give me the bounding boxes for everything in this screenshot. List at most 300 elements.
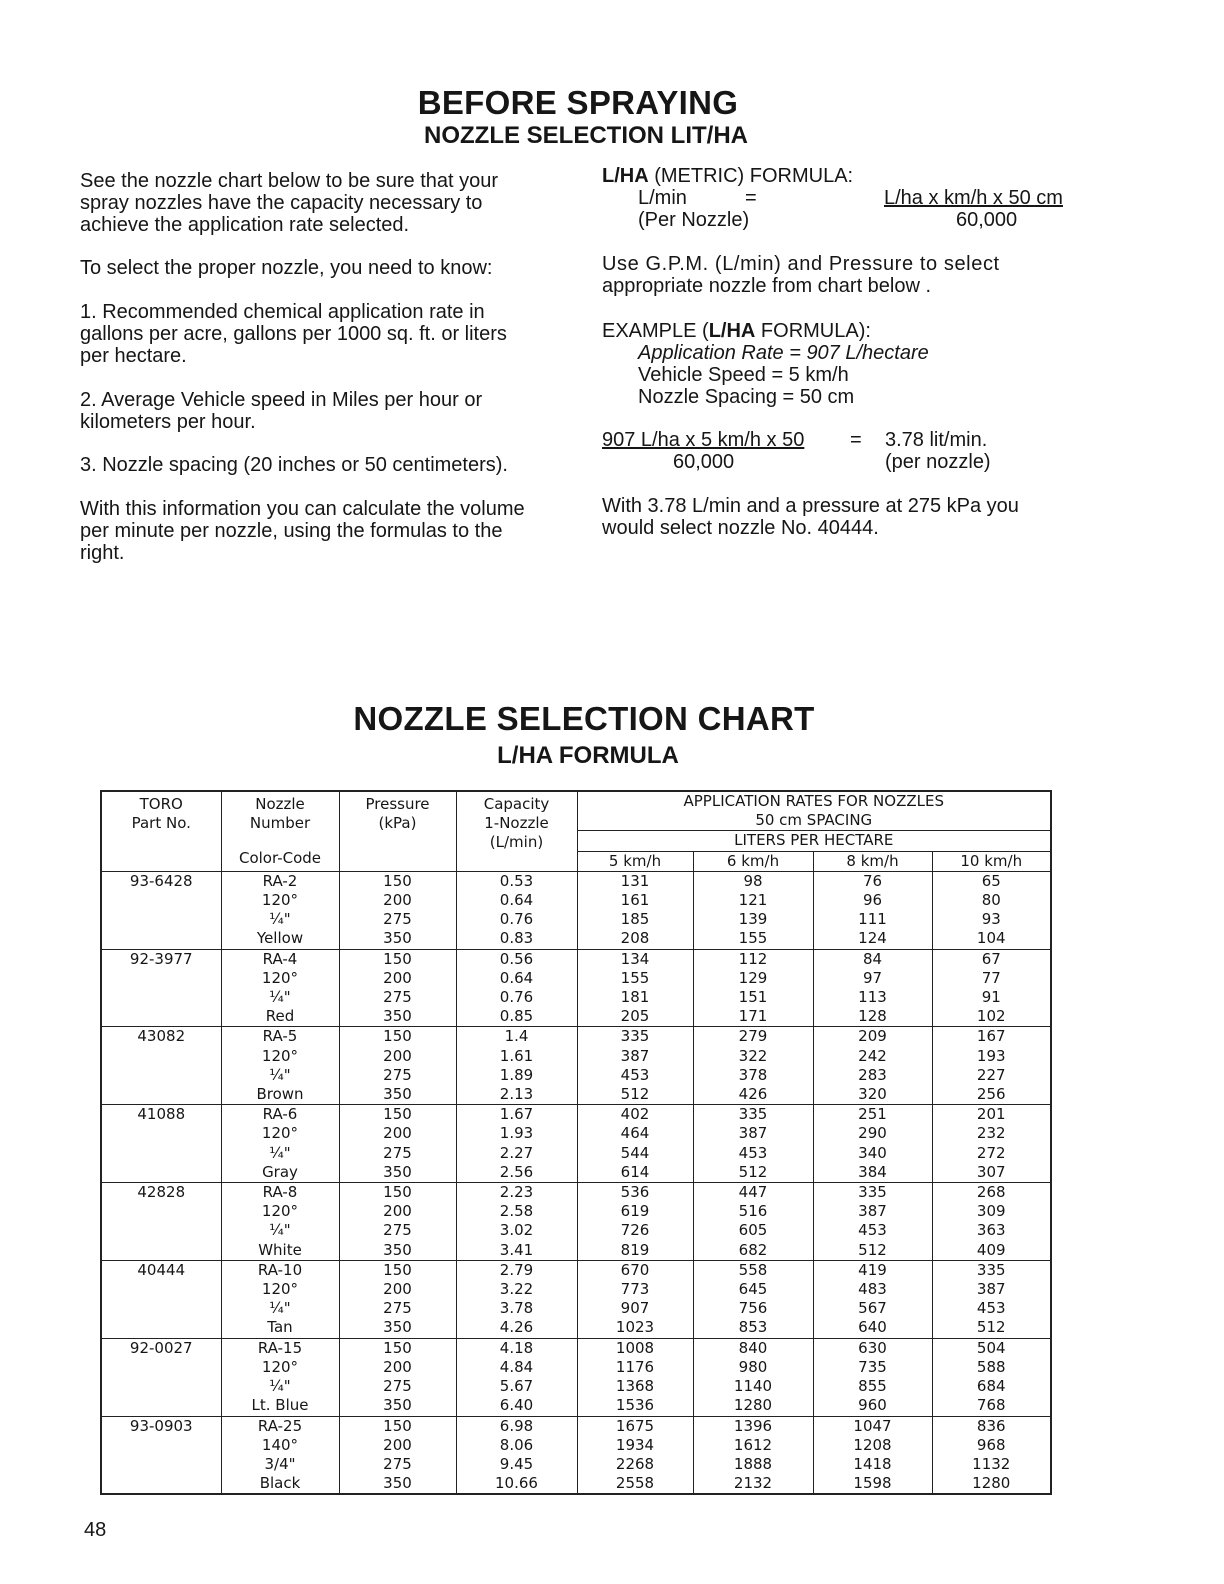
rate-5kmh-cell: 1934 [577,1436,693,1455]
rate-5kmh-cell: 773 [577,1280,693,1299]
capacity-cell: 2.58 [456,1202,577,1221]
rate-5kmh-cell: 819 [577,1241,693,1261]
item-1-line-2: gallons per acre, gallons per 1000 sq. ft. or liters [80,323,507,345]
rate-6kmh-cell: 447 [693,1183,813,1203]
rate-8kmh-cell: 128 [813,1007,932,1027]
rate-6kmh-cell: 151 [693,988,813,1007]
rate-6kmh-cell: 129 [693,969,813,988]
table-row [101,1124,1051,1143]
rate-6kmh-cell: 279 [693,1027,813,1047]
rate-6kmh-cell: 335 [693,1105,813,1125]
capacity-cell: 3.78 [456,1299,577,1318]
header-capacity-line-3: (L/min) [489,833,544,852]
pressure-cell: 150 [339,1260,456,1280]
nozzle-number-cell: RA-25 [221,1416,339,1436]
rate-8kmh-cell: 76 [813,871,932,891]
rate-10kmh-cell: 335 [932,1260,1051,1280]
table-row [101,1007,1051,1027]
item-2-line-2: kilometers per hour. [80,411,256,433]
rate-5kmh-cell: 2558 [577,1474,693,1494]
nozzle-number-cell: Red [221,1007,339,1027]
rate-10kmh-cell: 588 [932,1358,1051,1377]
rate-10kmh-cell: 227 [932,1066,1051,1085]
rate-5kmh-cell: 402 [577,1105,693,1125]
table-row [101,1260,1051,1280]
nozzle-number-cell: 3/4" [221,1455,339,1474]
rate-8kmh-cell: 512 [813,1241,932,1261]
nozzle-number-cell: 120° [221,969,339,988]
capacity-cell: 2.56 [456,1163,577,1183]
intro-paragraph [80,170,550,236]
nozzle-number-cell: 120° [221,1124,339,1143]
capacity-cell: 0.76 [456,910,577,929]
example-title [602,320,871,342]
capacity-cell: 1.93 [456,1124,577,1143]
page-title: BEFORE SPRAYING [417,84,739,121]
capacity-cell: 1.67 [456,1105,577,1125]
pressure-cell: 150 [339,1183,456,1203]
rate-6kmh-cell: 322 [693,1047,813,1066]
page-number: 48 [84,1519,107,1541]
rate-5kmh-cell: 1176 [577,1358,693,1377]
nozzle-number-cell: Gray [221,1163,339,1183]
capacity-cell: 0.64 [456,891,577,910]
nozzle-number-cell: 140° [221,1436,339,1455]
table-row [101,1047,1051,1066]
nozzle-number-cell: 120° [221,1358,339,1377]
conclusion-line-2: would select nozzle No. 40444. [602,517,879,539]
nozzle-number-cell: Brown [221,1085,339,1105]
rate-10kmh-cell: 102 [932,1007,1051,1027]
rate-10kmh-cell: 268 [932,1183,1051,1203]
pressure-cell: 200 [339,969,456,988]
part-number-cell: 92-0027 [101,1338,221,1358]
pressure-cell: 150 [339,949,456,969]
part-number-cell: 93-6428 [101,871,221,891]
capacity-cell: 0.76 [456,988,577,1007]
rate-5kmh-cell: 185 [577,910,693,929]
rate-10kmh-cell: 768 [932,1396,1051,1416]
pressure-cell: 200 [339,1280,456,1299]
nozzle-number-cell: Lt. Blue [221,1396,339,1416]
table-row [101,929,1051,949]
rate-6kmh-cell: 171 [693,1007,813,1027]
rate-8kmh-cell: 387 [813,1202,932,1221]
nozzle-number-cell: RA-2 [221,871,339,891]
table-row [101,1436,1051,1455]
part-number-cell: 41088 [101,1105,221,1125]
formula-lhs: L/min [638,187,687,209]
header-speed-8: 8 km/h [813,851,932,871]
rate-10kmh-cell: 232 [932,1124,1051,1143]
nozzle-number-cell: ¼" [221,910,339,929]
part-number-cell [101,1202,221,1221]
chart-subtitle: L/HA FORMULA [497,742,679,769]
rate-6kmh-cell: 558 [693,1260,813,1280]
table-row [101,1396,1051,1416]
pressure-cell: 350 [339,1007,456,1027]
nozzle-number-cell: RA-4 [221,949,339,969]
part-number-cell [101,1455,221,1474]
formula-title [602,165,853,187]
part-number-cell [101,1280,221,1299]
rate-10kmh-cell: 1280 [932,1474,1051,1494]
header-capacity-line-2: 1-Nozzle [484,814,549,833]
conclusion-text [602,495,1082,539]
rate-6kmh-cell: 112 [693,949,813,969]
rate-5kmh-cell: 181 [577,988,693,1007]
calc-equals: = [850,429,862,451]
rate-5kmh-cell: 1675 [577,1416,693,1436]
part-number-cell [101,1318,221,1338]
item-2 [80,389,550,433]
part-number-cell [101,1396,221,1416]
capacity-cell: 2.23 [456,1183,577,1203]
pressure-cell: 200 [339,1358,456,1377]
rate-6kmh-cell: 387 [693,1124,813,1143]
nozzle-number-cell: Tan [221,1318,339,1338]
example-application-rate: Application Rate = 907 L/hectare [638,342,929,364]
rate-10kmh-cell: 256 [932,1085,1051,1105]
table-row [101,1144,1051,1163]
calc-numerator: 907 L/ha x 5 km/h x 50 [602,429,805,451]
rate-10kmh-cell: 272 [932,1144,1051,1163]
rate-5kmh-cell: 161 [577,891,693,910]
nozzle-number-cell: RA-5 [221,1027,339,1047]
rate-8kmh-cell: 483 [813,1280,932,1299]
rate-5kmh-cell: 1008 [577,1338,693,1358]
rate-8kmh-cell: 124 [813,929,932,949]
rate-8kmh-cell: 320 [813,1085,932,1105]
part-number-cell [101,929,221,949]
header-capacity-line-1: Capacity [483,795,550,813]
rate-5kmh-cell: 726 [577,1221,693,1240]
rate-5kmh-cell: 208 [577,929,693,949]
pressure-cell: 150 [339,871,456,891]
table-row [101,1221,1051,1240]
conclusion-line-1: With 3.78 L/min and a pressure at 275 kPa you [602,495,1019,517]
pressure-cell: 350 [339,1163,456,1183]
item-3: 3. Nozzle spacing (20 inches or 50 centimeters). [80,454,508,476]
pressure-cell: 350 [339,929,456,949]
pressure-cell: 150 [339,1416,456,1436]
page-subtitle: NOZZLE SELECTION LIT/HA [424,122,748,149]
capacity-cell: 9.45 [456,1455,577,1474]
rate-5kmh-cell: 536 [577,1183,693,1203]
pressure-cell: 200 [339,1047,456,1066]
rate-10kmh-cell: 836 [932,1416,1051,1436]
capacity-cell: 1.4 [456,1027,577,1047]
rate-8kmh-cell: 567 [813,1299,932,1318]
pressure-cell: 200 [339,891,456,910]
nozzle-number-cell: RA-6 [221,1105,339,1125]
capacity-cell: 2.13 [456,1085,577,1105]
rate-8kmh-cell: 209 [813,1027,932,1047]
rate-8kmh-cell: 1418 [813,1455,932,1474]
rate-5kmh-cell: 464 [577,1124,693,1143]
part-number-cell: 42828 [101,1183,221,1203]
part-number-cell: 43082 [101,1027,221,1047]
rate-6kmh-cell: 426 [693,1085,813,1105]
rate-8kmh-cell: 283 [813,1066,932,1085]
table-row [101,949,1051,969]
capacity-cell: 2.79 [456,1260,577,1280]
header-nozzle [221,791,339,871]
rate-8kmh-cell: 960 [813,1396,932,1416]
header-part-line-1: TORO [139,795,183,813]
rate-10kmh-cell: 512 [932,1318,1051,1338]
rate-6kmh-cell: 155 [693,929,813,949]
header-nozzle-line-2: Number [249,814,311,833]
pressure-cell: 200 [339,1202,456,1221]
capacity-cell: 8.06 [456,1436,577,1455]
part-number-cell [101,1085,221,1105]
part-number-cell: 92-3977 [101,949,221,969]
header-spacing: 50 cm SPACING [755,811,873,830]
part-number-cell [101,910,221,929]
part-number-cell [101,1241,221,1261]
table-row [101,1241,1051,1261]
table-row [101,1202,1051,1221]
rate-6kmh-cell: 853 [693,1318,813,1338]
rate-10kmh-cell: 684 [932,1377,1051,1396]
use-gpm-line-1: Use G.P.M. (L/min) and Pressure to select [602,253,1000,275]
header-pressure-line-1: Pressure [365,795,430,813]
rate-6kmh-cell: 139 [693,910,813,929]
rate-6kmh-cell: 121 [693,891,813,910]
header-part-line-2: Part No. [131,814,191,833]
table-row [101,1338,1051,1358]
nozzle-number-cell: ¼" [221,1299,339,1318]
rate-8kmh-cell: 855 [813,1377,932,1396]
nozzle-number-cell: ¼" [221,1066,339,1085]
capacity-cell: 5.67 [456,1377,577,1396]
rate-10kmh-cell: 1132 [932,1455,1051,1474]
capacity-cell: 1.61 [456,1047,577,1066]
part-number-cell [101,988,221,1007]
pressure-cell: 350 [339,1318,456,1338]
pressure-cell: 150 [339,1027,456,1047]
rate-8kmh-cell: 97 [813,969,932,988]
table-row [101,1358,1051,1377]
rate-8kmh-cell: 1047 [813,1416,932,1436]
header-pressure-line-2: (kPa) [378,814,417,833]
pressure-cell: 350 [339,1396,456,1416]
pressure-cell: 275 [339,1377,456,1396]
capacity-cell: 0.85 [456,1007,577,1027]
rate-10kmh-cell: 167 [932,1027,1051,1047]
table-row [101,1318,1051,1338]
rate-6kmh-cell: 682 [693,1241,813,1261]
rate-10kmh-cell: 201 [932,1105,1051,1125]
rate-5kmh-cell: 387 [577,1047,693,1066]
rate-5kmh-cell: 2268 [577,1455,693,1474]
table-row [101,1183,1051,1203]
formula-numerator: L/ha x km/h x 50 cm [884,187,1063,209]
capacity-cell: 2.27 [456,1144,577,1163]
rate-5kmh-cell: 131 [577,871,693,891]
nozzle-number-cell: Black [221,1474,339,1494]
part-number-cell [101,1144,221,1163]
rate-10kmh-cell: 77 [932,969,1051,988]
rate-10kmh-cell: 104 [932,929,1051,949]
rate-8kmh-cell: 419 [813,1260,932,1280]
table-row [101,1416,1051,1436]
rate-10kmh-cell: 453 [932,1299,1051,1318]
item-1 [80,301,550,367]
rate-6kmh-cell: 1888 [693,1455,813,1474]
rate-8kmh-cell: 113 [813,988,932,1007]
pressure-cell: 275 [339,988,456,1007]
nozzle-number-cell: ¼" [221,1221,339,1240]
rate-10kmh-cell: 307 [932,1163,1051,1183]
rate-8kmh-cell: 251 [813,1105,932,1125]
rate-10kmh-cell: 67 [932,949,1051,969]
example-title-bold: L/HA [708,320,756,342]
table-row [101,1299,1051,1318]
capacity-cell: 6.40 [456,1396,577,1416]
table-row [101,1105,1051,1125]
formula-lhs-note: (Per Nozzle) [638,209,750,231]
pressure-cell: 275 [339,1066,456,1085]
capacity-cell: 3.02 [456,1221,577,1240]
rate-10kmh-cell: 504 [932,1338,1051,1358]
rate-6kmh-cell: 516 [693,1202,813,1221]
rate-5kmh-cell: 619 [577,1202,693,1221]
header-rates-title: APPLICATION RATES FOR NOZZLES [683,792,944,810]
table-row [101,1163,1051,1183]
nozzle-number-cell: RA-10 [221,1260,339,1280]
chart-title: NOZZLE SELECTION CHART [353,700,815,737]
rate-6kmh-cell: 98 [693,871,813,891]
closing-line-1: With this information you can calculate the volume [80,498,525,520]
header-application-rates [577,791,1051,831]
item-1-line-1: 1. Recommended chemical application rate in [80,301,485,323]
header-speed-6: 6 km/h [693,851,813,871]
rate-6kmh-cell: 512 [693,1163,813,1183]
use-gpm-text [602,253,1070,297]
pressure-cell: 350 [339,1474,456,1494]
item-1-line-3: per hectare. [80,345,187,367]
intro-line-1: See the nozzle chart below to be sure that your [80,170,499,192]
rate-8kmh-cell: 453 [813,1221,932,1240]
part-number-cell [101,969,221,988]
rate-5kmh-cell: 670 [577,1260,693,1280]
rate-6kmh-cell: 1612 [693,1436,813,1455]
rate-6kmh-cell: 1280 [693,1396,813,1416]
item-2-line-1: 2. Average Vehicle speed in Miles per hour or [80,389,483,411]
rate-5kmh-cell: 134 [577,949,693,969]
pressure-cell: 275 [339,1221,456,1240]
table-body [101,871,1051,1494]
rate-5kmh-cell: 205 [577,1007,693,1027]
rate-6kmh-cell: 840 [693,1338,813,1358]
part-number-cell [101,1436,221,1455]
rate-6kmh-cell: 605 [693,1221,813,1240]
rate-10kmh-cell: 93 [932,910,1051,929]
formula-title-bold: L/HA [602,165,649,187]
table-row [101,1027,1051,1047]
formula-equals: = [745,187,757,209]
part-number-cell [101,891,221,910]
rate-6kmh-cell: 1140 [693,1377,813,1396]
rate-5kmh-cell: 155 [577,969,693,988]
rate-8kmh-cell: 111 [813,910,932,929]
rate-5kmh-cell: 512 [577,1085,693,1105]
header-capacity [456,791,577,871]
part-number-cell [101,1377,221,1396]
formula-title-rest: (METRIC) FORMULA: [648,165,854,187]
rate-5kmh-cell: 1536 [577,1396,693,1416]
nozzle-number-cell: White [221,1241,339,1261]
rate-10kmh-cell: 309 [932,1202,1051,1221]
nozzle-number-cell: ¼" [221,988,339,1007]
nozzle-number-cell: ¼" [221,1377,339,1396]
table-row [101,988,1051,1007]
rate-10kmh-cell: 968 [932,1436,1051,1455]
intro-line-2: spray nozzles have the capacity necessary to [80,192,483,214]
rate-6kmh-cell: 378 [693,1066,813,1085]
rate-5kmh-cell: 1368 [577,1377,693,1396]
rate-8kmh-cell: 242 [813,1047,932,1066]
rate-8kmh-cell: 1598 [813,1474,932,1494]
rate-8kmh-cell: 735 [813,1358,932,1377]
pressure-cell: 200 [339,1124,456,1143]
rate-8kmh-cell: 640 [813,1318,932,1338]
rate-5kmh-cell: 453 [577,1066,693,1085]
closing-line-3: right. [80,542,125,564]
nozzle-number-cell: RA-8 [221,1183,339,1203]
part-number-cell [101,1358,221,1377]
rate-5kmh-cell: 1023 [577,1318,693,1338]
rate-8kmh-cell: 290 [813,1124,932,1143]
nozzle-selection-table [100,790,1052,1495]
part-number-cell [101,1007,221,1027]
header-part [101,791,221,871]
example-nozzle-spacing: Nozzle Spacing = 50 cm [638,386,855,408]
rate-8kmh-cell: 340 [813,1144,932,1163]
rate-6kmh-cell: 756 [693,1299,813,1318]
table-row [101,910,1051,929]
calc-denominator: 60,000 [673,451,735,473]
rate-10kmh-cell: 80 [932,891,1051,910]
nozzle-number-cell: 120° [221,1202,339,1221]
example-vehicle-speed: Vehicle Speed = 5 km/h [638,364,849,386]
intro-line-3: achieve the application rate selected. [80,214,410,236]
rate-5kmh-cell: 614 [577,1163,693,1183]
rate-10kmh-cell: 409 [932,1241,1051,1261]
part-number-cell [101,1047,221,1066]
closing-line-2: per minute per nozzle, using the formulas to the [80,520,503,542]
rate-8kmh-cell: 84 [813,949,932,969]
table-row [101,969,1051,988]
pressure-cell: 350 [339,1241,456,1261]
nozzle-number-cell: 120° [221,891,339,910]
header-nozzle-line-1: Nozzle [255,795,305,813]
part-number-cell [101,1221,221,1240]
header-speed-10: 10 km/h [932,851,1051,871]
pressure-cell: 275 [339,1455,456,1474]
rate-5kmh-cell: 907 [577,1299,693,1318]
part-number-cell [101,1163,221,1183]
rate-6kmh-cell: 453 [693,1144,813,1163]
rate-8kmh-cell: 335 [813,1183,932,1203]
rate-5kmh-cell: 335 [577,1027,693,1047]
calc-result: 3.78 lit/min. [885,429,988,451]
table-row [101,1455,1051,1474]
rate-10kmh-cell: 387 [932,1280,1051,1299]
pressure-cell: 275 [339,910,456,929]
